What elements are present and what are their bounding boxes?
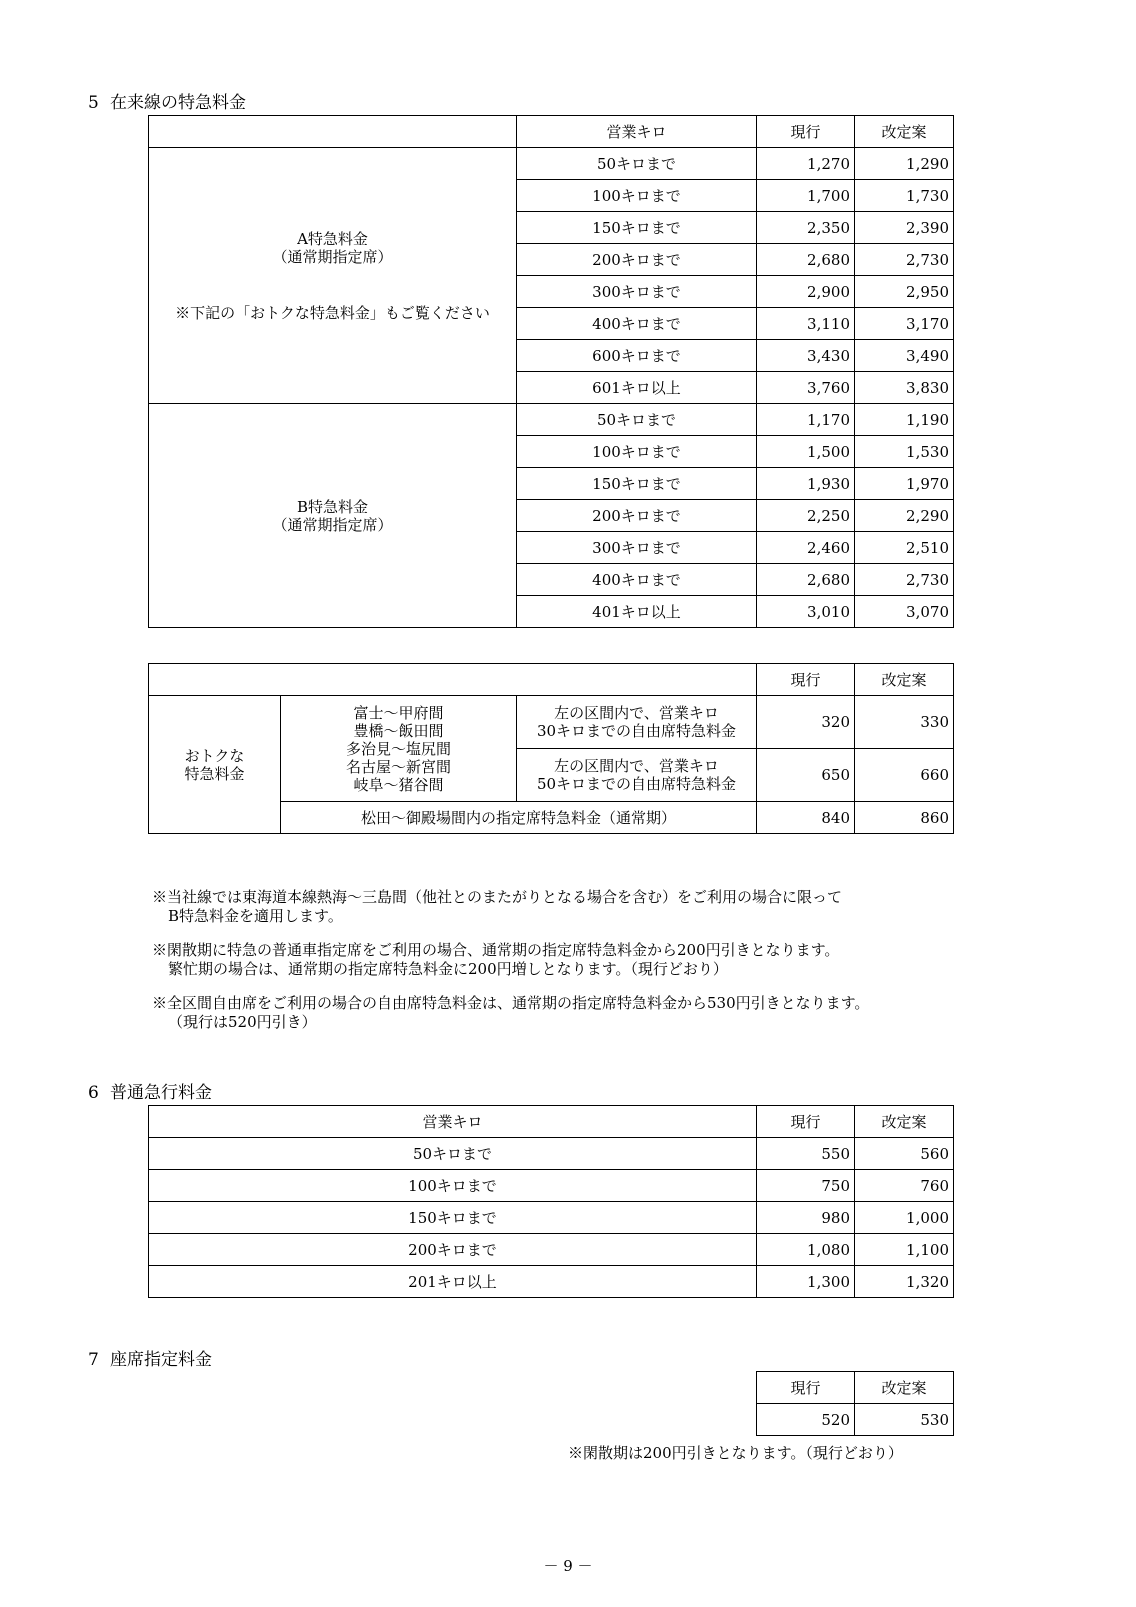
- table-header-row: [149, 664, 954, 696]
- section-5-heading: [88, 88, 246, 113]
- distance-cell: 150キロまで: [517, 212, 757, 244]
- current-cell: 650: [757, 749, 855, 802]
- section-6-heading: [88, 1078, 212, 1103]
- header-distance: 営業キロ: [517, 116, 757, 148]
- proposed-cell: 1,530: [855, 436, 954, 468]
- express-fare-table: [148, 1105, 954, 1298]
- otoku-fare-table: [148, 663, 954, 834]
- current-cell: 2,900: [757, 276, 855, 308]
- proposed-cell: 2,950: [855, 276, 954, 308]
- current-cell: 1,270: [757, 148, 855, 180]
- current-cell: 3,010: [757, 596, 855, 628]
- proposed-cell: 1,730: [855, 180, 954, 212]
- distance-cell: 100キロまで: [517, 436, 757, 468]
- group-b-sub: （通常期指定席）: [272, 515, 393, 534]
- distance-cell: 601キロ以上: [517, 372, 757, 404]
- section-name: 富士～甲府間: [353, 703, 444, 722]
- proposed-cell: 2,510: [855, 532, 954, 564]
- note-line: ※当社線では東海道本線熱海～三島間（他社とのまたがりとなる場合を含む）をご利用の場合に限って: [152, 888, 843, 906]
- section-name: 岐阜～猪谷間: [353, 775, 444, 794]
- section-7-heading: [88, 1345, 212, 1370]
- proposed-cell: 1,190: [855, 404, 954, 436]
- current-cell: 320: [757, 696, 855, 749]
- current-cell: 3,110: [757, 308, 855, 340]
- proposed-cell: 1,000: [855, 1202, 954, 1234]
- current-cell: 2,250: [757, 500, 855, 532]
- distance-cell: 400キロまで: [517, 564, 757, 596]
- current-cell: 520: [757, 1404, 855, 1436]
- header-distance: 営業キロ: [149, 1106, 757, 1138]
- section-title: 在来線の特急料金: [110, 93, 246, 113]
- table-row: [149, 1234, 954, 1266]
- group-b-label-cell: [149, 404, 517, 628]
- group-b-name: B特急料金: [296, 497, 369, 516]
- section-name: 豊橋～飯田間: [353, 721, 444, 740]
- current-cell: 1,930: [757, 468, 855, 500]
- table-row: [149, 1170, 954, 1202]
- distance-cell: 600キロまで: [517, 340, 757, 372]
- header-proposed: 改定案: [855, 664, 954, 696]
- otoku-label-line1: おトクな: [184, 746, 245, 765]
- proposed-cell: 530: [855, 1404, 954, 1436]
- table-row: [757, 1404, 954, 1436]
- group-a-note: ※下記の「おトクな特急料金」もご覧ください: [175, 303, 490, 322]
- group-a-sub: （通常期指定席）: [272, 247, 393, 266]
- current-cell: 550: [757, 1138, 855, 1170]
- distance-cell: 201キロ以上: [149, 1266, 757, 1298]
- note-line: （現行は520円引き）: [168, 1013, 317, 1031]
- proposed-cell: 1,970: [855, 468, 954, 500]
- note-line: ※閑散期に特急の普通車指定席をご利用の場合、通常期の指定席特急料金から200円引きとなります。: [152, 941, 840, 959]
- table-row: [149, 696, 954, 749]
- header-current: 現行: [757, 664, 855, 696]
- blank-header-cell: [149, 116, 517, 148]
- page-number: － 9 －: [543, 1557, 593, 1575]
- table-row: [149, 404, 954, 436]
- proposed-cell: 2,290: [855, 500, 954, 532]
- proposed-cell: 2,390: [855, 212, 954, 244]
- blank-header-cell: [149, 664, 757, 696]
- proposed-cell: 760: [855, 1170, 954, 1202]
- note-line: B特急料金を適用します。: [168, 907, 343, 925]
- current-cell: 840: [757, 802, 855, 834]
- header-current: 現行: [757, 1106, 855, 1138]
- section-title: 座席指定料金: [110, 1350, 212, 1370]
- proposed-cell: 2,730: [855, 564, 954, 596]
- otoku-desc-cell: [517, 749, 757, 802]
- limited-express-fare-table: [148, 115, 954, 628]
- table-header-row: [149, 1106, 954, 1138]
- header-current: 現行: [757, 1372, 855, 1404]
- section-number: 6: [88, 1083, 99, 1103]
- otoku-sections-cell: [281, 696, 517, 802]
- header-proposed: 改定案: [855, 1372, 954, 1404]
- note-2: [152, 941, 839, 979]
- header-current: 現行: [757, 116, 855, 148]
- otoku-label-cell: [149, 696, 281, 834]
- current-cell: 2,460: [757, 532, 855, 564]
- matsuda-desc-cell: 松田～御殿場間内の指定席特急料金（通常期）: [281, 802, 757, 834]
- table-row: [149, 1138, 954, 1170]
- table-header-row: [757, 1372, 954, 1404]
- desc-line2: 50キロまでの自由席特急料金: [536, 775, 737, 793]
- distance-cell: 400キロまで: [517, 308, 757, 340]
- current-cell: 750: [757, 1170, 855, 1202]
- current-cell: 2,680: [757, 244, 855, 276]
- current-cell: 1,080: [757, 1234, 855, 1266]
- current-cell: 1,700: [757, 180, 855, 212]
- note-line: ※全区間自由席をご利用の場合の自由席特急料金は、通常期の指定席特急料金から530円引きとなります。: [152, 994, 870, 1012]
- current-cell: 3,430: [757, 340, 855, 372]
- header-proposed: 改定案: [855, 1106, 954, 1138]
- proposed-cell: 1,290: [855, 148, 954, 180]
- distance-cell: 401キロ以上: [517, 596, 757, 628]
- section-name: 多治見～塩尻間: [345, 739, 451, 758]
- proposed-cell: 2,730: [855, 244, 954, 276]
- proposed-cell: 3,830: [855, 372, 954, 404]
- proposed-cell: 3,170: [855, 308, 954, 340]
- distance-cell: 100キロまで: [149, 1170, 757, 1202]
- table-row: [149, 1266, 954, 1298]
- proposed-cell: 1,320: [855, 1266, 954, 1298]
- table-row: [149, 1202, 954, 1234]
- proposed-cell: 660: [855, 749, 954, 802]
- table-row: [149, 148, 954, 180]
- distance-cell: 300キロまで: [517, 532, 757, 564]
- proposed-cell: 560: [855, 1138, 954, 1170]
- current-cell: 1,500: [757, 436, 855, 468]
- desc-line2: 30キロまでの自由席特急料金: [536, 722, 737, 740]
- section-name: 名古屋～新宮間: [345, 757, 451, 776]
- distance-cell: 200キロまで: [517, 244, 757, 276]
- group-a-name: A特急料金: [297, 229, 368, 248]
- distance-cell: 50キロまで: [149, 1138, 757, 1170]
- note-3: [152, 994, 869, 1032]
- current-cell: 2,350: [757, 212, 855, 244]
- desc-line1: 左の区間内で、営業キロ: [554, 704, 719, 722]
- distance-cell: 300キロまで: [517, 276, 757, 308]
- group-a-label-cell: [149, 148, 517, 404]
- distance-cell: 200キロまで: [149, 1234, 757, 1266]
- proposed-cell: 330: [855, 696, 954, 749]
- otoku-desc-cell: [517, 696, 757, 749]
- section-number: 5: [88, 93, 99, 113]
- seat-reservation-fare-table: [756, 1371, 954, 1436]
- section-7-note: ※閑散期は200円引きとなります。（現行どおり）: [568, 1444, 903, 1462]
- desc-line1: 左の区間内で、営業キロ: [554, 757, 719, 775]
- proposed-cell: 3,490: [855, 340, 954, 372]
- section-title: 普通急行料金: [110, 1083, 212, 1103]
- distance-cell: 100キロまで: [517, 180, 757, 212]
- distance-cell: 150キロまで: [149, 1202, 757, 1234]
- current-cell: 2,680: [757, 564, 855, 596]
- current-cell: 980: [757, 1202, 855, 1234]
- current-cell: 1,300: [757, 1266, 855, 1298]
- note-1: [152, 888, 842, 926]
- current-cell: 3,760: [757, 372, 855, 404]
- distance-cell: 50キロまで: [517, 404, 757, 436]
- proposed-cell: 1,100: [855, 1234, 954, 1266]
- table-header-row: [149, 116, 954, 148]
- proposed-cell: 3,070: [855, 596, 954, 628]
- distance-cell: 50キロまで: [517, 148, 757, 180]
- header-proposed: 改定案: [855, 116, 954, 148]
- distance-cell: 200キロまで: [517, 500, 757, 532]
- note-line: 繁忙期の場合は、通常期の指定席特急料金に200円増しとなります。（現行どおり）: [168, 960, 728, 978]
- current-cell: 1,170: [757, 404, 855, 436]
- section-number: 7: [88, 1350, 99, 1370]
- distance-cell: 150キロまで: [517, 468, 757, 500]
- otoku-label-line2: 特急料金: [184, 764, 245, 783]
- proposed-cell: 860: [855, 802, 954, 834]
